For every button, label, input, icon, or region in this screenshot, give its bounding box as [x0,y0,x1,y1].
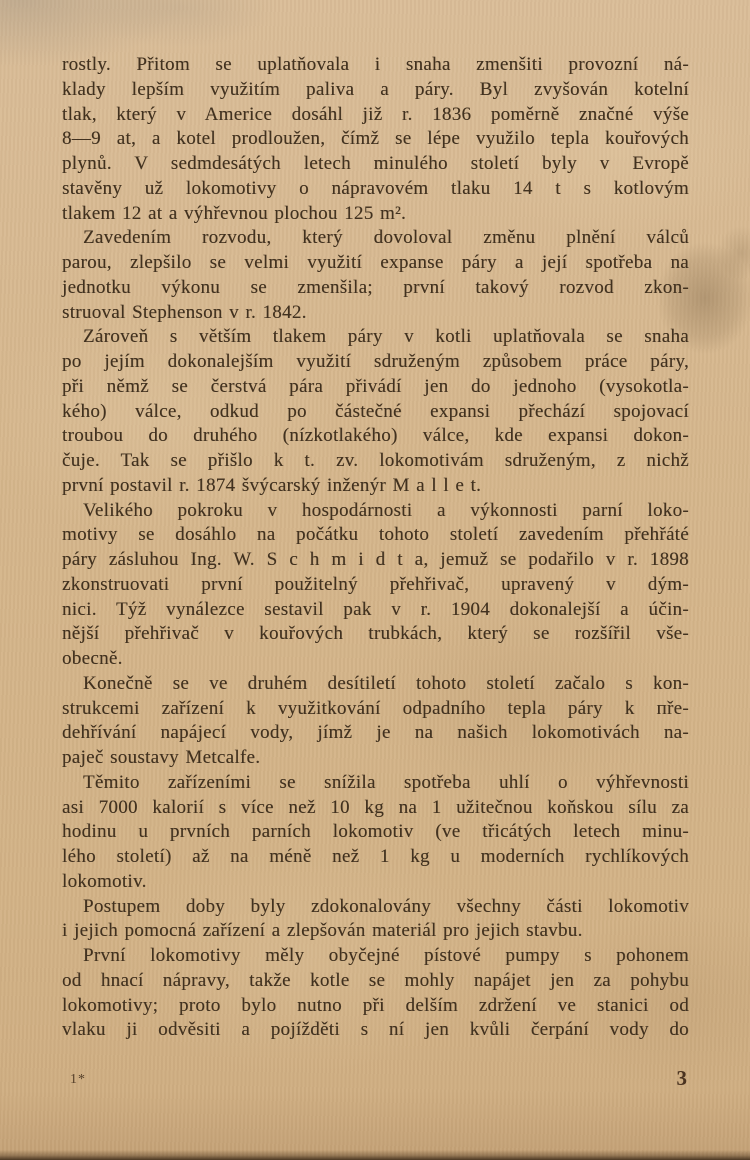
paragraph [62,226,689,325]
text-line: paječ soustavy Metcalfe. [62,747,261,768]
text-line: páry zásluhou Ing. W. S c h m i d t a, jemuž se podařilo v r. 1898 [62,549,689,570]
text-line: troubou do druhého (nízkotlakého) válce, kde expansi dokon- [62,425,689,447]
text-line: nější přehřivač v kouřových trubkách, který se rozšířil vše- [62,623,689,645]
page-bottom-edge-shadow [0,1150,750,1160]
text-line: první postavil r. 1874 švýcarský inženýr M a l l e t. [62,474,482,496]
text-line: nici. Týž vynálezce sestavil pak v r. 1904 dokonalejší a účin- [62,598,689,620]
text-line: Zavedením rozvodu, který dovoloval změnu plnění válců [83,227,689,249]
paragraph [62,499,689,672]
paragraph [62,325,689,498]
paragraph [62,53,689,226]
text-line: rostly. Přitom se uplatňovala i snaha zmenšiti provozní ná- [62,54,689,75]
text-line: lokomotivy; proto bylo nutno při delším zdržení ve stanici od [62,994,689,1016]
text-line: i jejich pomocná zařízení a zlepšován materiál pro jejich stavbu. [62,920,583,942]
text-line: tlakem 12 at a výhřevnou plochou 125 m². [62,202,407,224]
paragraph [62,771,689,895]
page-text [62,53,689,1043]
paragraph [62,895,689,945]
text-line: lého století) až na méně než 1 kg u moderních rychlíkových [62,846,689,867]
paragraph [62,672,689,771]
text-line: od hnací nápravy, takže kotle se mohly napájet jen za pohybu [62,969,689,991]
text-line: parou, zlepšilo se velmi využití expanse páry a její spotřeba na [62,252,689,273]
text-line: plynů. V sedmdesátých letech minulého století byly v Evropě [62,153,689,174]
text-line: lokomotiv. [62,870,147,892]
text-line: strukcemi zařízení k využitkování odpadního tepla páry k пře- [62,697,689,719]
text-line: asi 7000 kalorií s více než 10 kg na 1 užitečnou koňskou sílu za [62,796,689,818]
text-line: První lokomotivy měly obyčejné pístové pumpy s pohonem [83,945,689,966]
text-line: klady lepším využitím paliva a páry. Byl zvyšován kotelní [62,78,689,100]
text-line: čuje. Tak se přišlo k t. zv. lokomotivám sdruženým, z nichž [62,450,689,471]
text-line: dehřívání napájecí vody, jímž je na našich lokomotivách na- [62,722,689,744]
text-line: obecně. [62,648,123,669]
footer-signature-mark: 1* [70,1072,86,1087]
text-line: při němž se čerstvá pára přivádí jen do jednoho (vysokotla- [62,375,689,397]
text-line: tlak, který v Americe dosáhl již r. 1836 poměrně značné výše [62,103,689,125]
text-line: hodinu u prvních parních lokomotiv (ve třicátých letech minu- [62,821,689,843]
text-line: Zároveň s větším tlakem páry v kotli uplatňovala se snaha [83,326,689,348]
text-line: Konečně se ve druhém desítiletí tohoto století začalo s kon- [83,672,689,694]
text-line: vlaku ji odvěsiti a pojížděti s ní jen kvůli čerpání vody do [62,1019,689,1041]
text-line: motivy se dosáhlo na počátku tohoto století zavedením přehřáté [62,524,689,546]
text-line: zkonstruovati první použitelný přehřivač, upravený v dým- [62,573,689,595]
text-line: Velikého pokroku v hospodárnosti a výkonnosti parní loko- [83,499,689,521]
text-line: struoval Stephenson v r. 1842. [62,301,307,323]
text-line: 8—9 at, a kotel prodloužen, čímž se lépe využilo tepla kouřových [62,128,689,150]
paragraph [62,944,689,1043]
text-line: Postupem doby byly zdokonalovány všechny části lokomotiv [83,895,689,917]
text-line: jednotku výkonu se zmenšila; první takový rozvod zkon- [62,276,689,298]
text-line: stavěny už lokomotivy o nápravovém tlaku 14 t s kotlovým [62,177,689,199]
text-line: Těmito zařízeními se snížila spotřeba uhlí o výhřevnosti [83,771,689,793]
text-line: kého) válce, odkud po částečné expansi přechází spojovací [62,400,689,422]
text-line: po jejím dokonalejším využití sdruženým způsobem práce páry, [62,351,689,372]
page-number: 3 [676,1066,687,1090]
